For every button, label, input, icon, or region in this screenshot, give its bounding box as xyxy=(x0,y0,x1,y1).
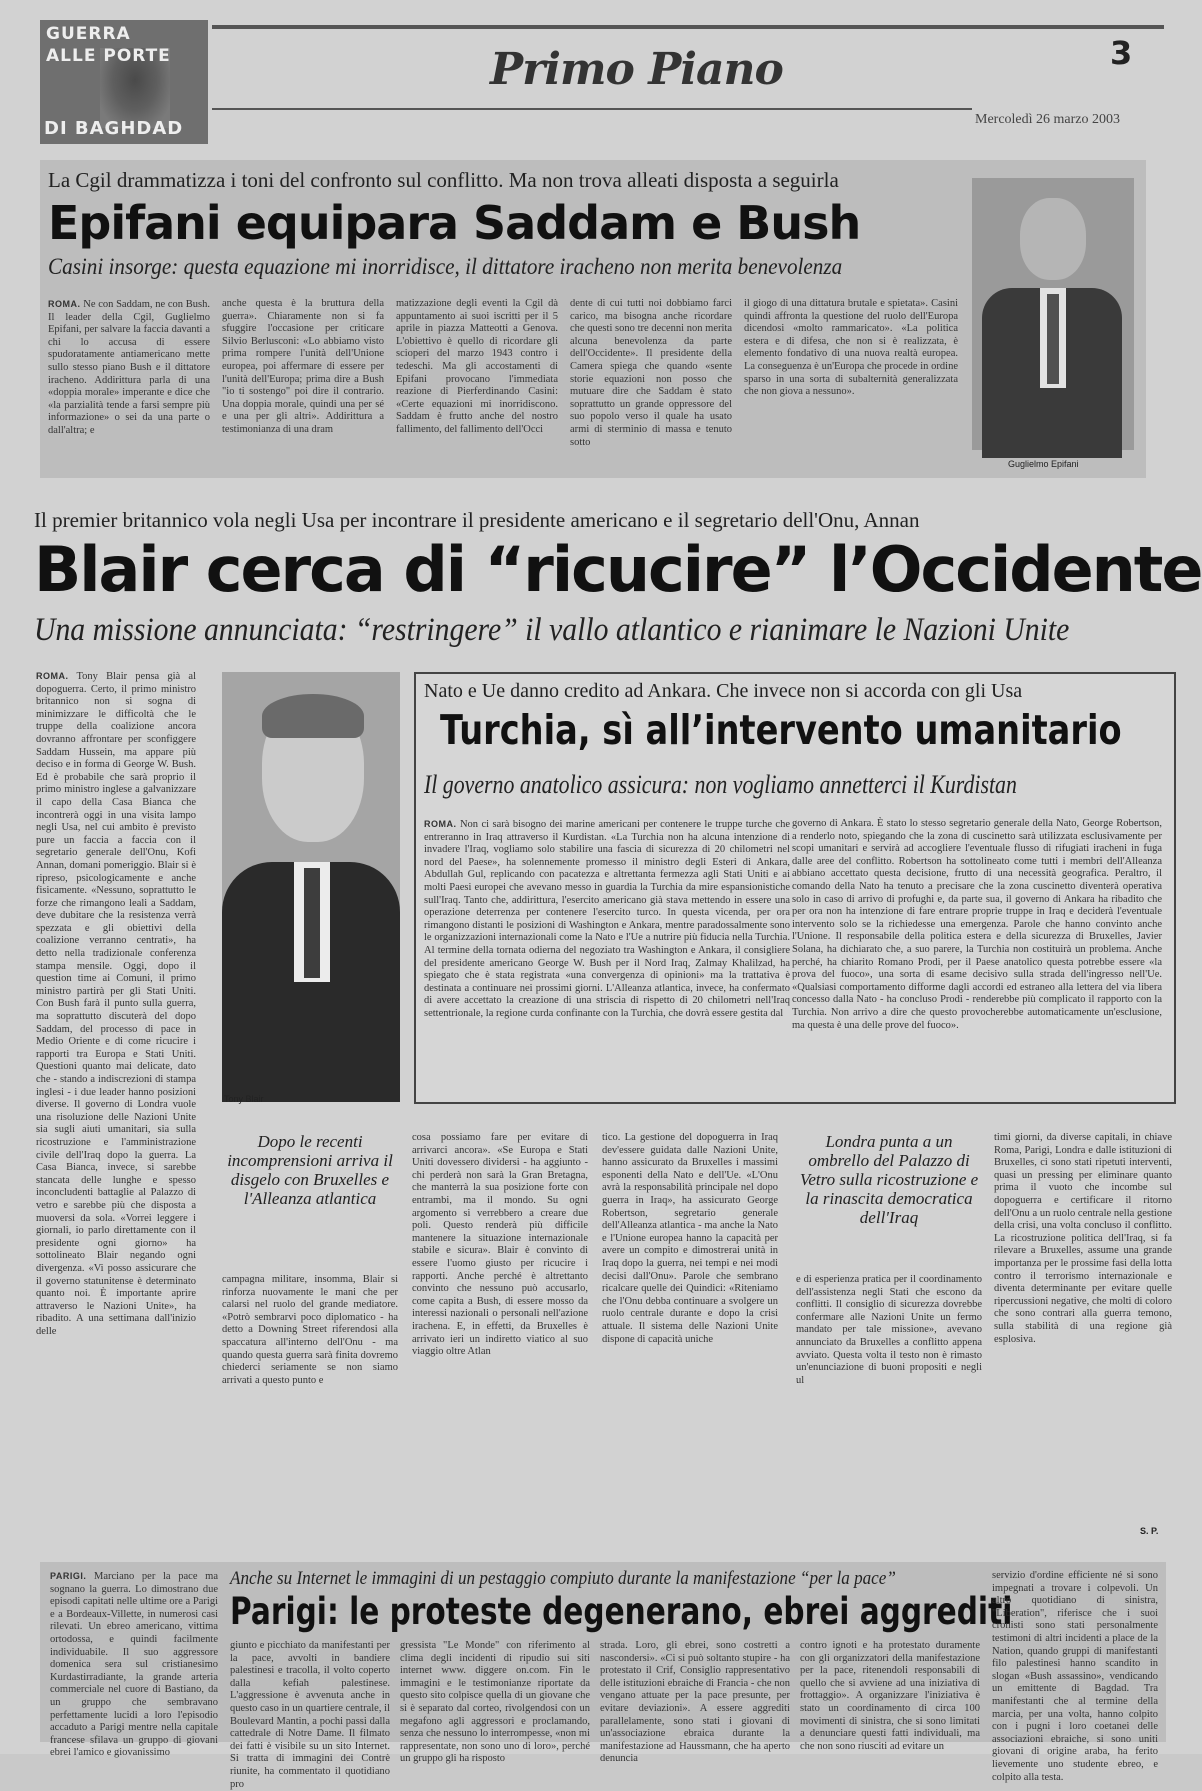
blair-photo-tie xyxy=(304,868,320,978)
parigi-column-1: PARIGI. Marciano per la pace ma sognano la guerra. Lo dimostrano due episodi capitati nelle ultime ore a Parigi e a Bordeaux-Villette, in numerosi casi rilevati. Un ebreo americano, vittima ortodossa, e quindi facilmente individuabile. Il suo aggressore domenica sera sul cristianesimo Kurdastirradiante, la grande arteria commerciale nel cuore di Bastiano, da un gruppo che sembravano perfettamente lucidi a loro l'episodio accaduto a Parigi mentre nella capitale francese sfilava un gruppo di giovani ebrei l'amico e giovanissimo xyxy=(50,1571,219,1759)
epifani-photo xyxy=(972,178,1134,450)
blair-column-2: campagna militare, insomma, Blair si rinforza nuovamente le mani che per calarsi nel ruolo del grande mediatore. «Potrò sembrarvi poco diplomatico - ha detto a Downing Street riferendosi alla spaccatura all'interno dell'Onu - ma quando questa guerra sarà finita dovremo chiederci seriamente se non siamo arrivati a questo punto e xyxy=(222,1274,398,1386)
blair-column-6: timi giorni, da diverse capitali, in chiave Roma, Parigi, Londra e dalle istituzioni di Bruxelles, ci sono stati ripetuti interventi, quasi un pressing per eliminare quanto prima il vuoto che incombe sul dopoguerra e certificare il ritorno dell'Onu a un ruolo centrale nella gestione della crisi, una volta concluso il conflitto. La ricostruzione politica dell'Iraq, si fa rilevare a Bruxelles, assume una grande importanza per le prossime fasi della lotta contro il terrorismo internazionale e diventa determinante per evitare quelle ripercussioni negative, che molti di coloro che sono contrari alla guerra temono, sulla stabilità di una regione già esplosiva. xyxy=(994,1132,1172,1345)
blair-column-5: e di esperienza pratica per il coordinamento dell'assistenza negli Stati che escono da conflitti. Il consiglio di sicurezza dovrebbe confermare alle Nazioni Unite un fermo mandato per tale missione», avevano annunciato da Bruxelles a conflitto appena avviato. Questa volta il testo non è rimasto un'enunciazione di buoni propositi e negli ul xyxy=(796,1274,982,1386)
section-title: Primo Piano xyxy=(490,44,783,95)
blair-dateline: ROMA. xyxy=(36,671,69,681)
epifani-column-3: matizzazione degli eventi la Cgil dà appuntamento ai suoi iscritti per il 5 aprile in piazza Matteotti a Genova. L'obiettivo è quello di ricordare gli scioperi del marzo 1943 contro i tedeschi. Ma gli accostamenti di Epifani provocano l'immediata reazione di Pierferdinando Casini: «Certe equazioni mi inorridiscono. Saddam è frutto anche del nostro fallimento, del fallimento dell'Occi xyxy=(396,298,558,435)
epifani-headline: Epifani equipara Saddam e Bush xyxy=(48,196,861,250)
blair-kicker: Il premier britannico vola negli Usa per incontrare il presidente americano e il segretario dell'Onu, Annan xyxy=(34,508,920,532)
turchia-dateline: ROMA. xyxy=(424,819,457,829)
parigi-dateline: PARIGI. xyxy=(50,1571,87,1581)
blair-photo-hair xyxy=(262,694,364,738)
war-badge xyxy=(40,20,208,144)
blair-photo-caption: Tony Blair xyxy=(224,1094,264,1104)
epifani-photo-caption: Guglielmo Epifani xyxy=(1008,459,1079,469)
blair-signature: S. P. xyxy=(1140,1526,1159,1536)
parigi-kicker: Anche su Internet le immagini di un pestaggio compiuto durante la manifestazione “per la pace” xyxy=(230,1568,896,1589)
epifani-kicker: La Cgil drammatizza i toni del confronto sul conflitto. Ma non trova alleati disposta a seguirla xyxy=(48,168,839,192)
epifani-photo-tie xyxy=(1047,294,1059,384)
turchia-deck: Il governo anatolico assicura: non vogliamo annetterci il Kurdistan xyxy=(424,770,1017,799)
blair-headline: Blair cerca di “ricucire” l’Occidente xyxy=(34,533,1202,606)
issue-date: Mercoledì 26 marzo 2003 xyxy=(975,112,1121,127)
blair-pullquote-1: Dopo le recenti incomprensioni arriva il disgelo con Bruxelles e l'Alleanza atlantica xyxy=(227,1132,393,1208)
badge-line-1: GUERRA xyxy=(46,24,131,44)
turchia-column-1: ROMA. Non ci sarà bisogno dei marine americani per contenere le truppe turche che entreranno in Iraq attraverso il Kurdistan. «La Turchia non ha alcuna intenzione di invadere l'Iraq, vogliamo solo stabilire una fascia di sicurezza di 20 chilometri nel nord del Paese», ha solennemente promesso il ministro degli Esteri di Ankara, Abdullah Gul, replicando con pacatezza e altrettanta fermezza agli Stati Uniti e ai molti Paesi europei che avevano messo in guardia la Turchia da mire espansionistiche sull'Iraq. Tanto che, addirittura, l'esercito americano già stava mettendo in essere una operazione deterrenza per contenere l'esercito turco. In questa vicenda, per ora rimangono distanti le posizioni di Washington e Ankara, mentre paradossalmente sono le organizzazioni internazionali come la Nato e l'Ue a nutrire più fiducia nella Turchia. Al termine della tornata odierna del negoziato tra Washington e Ankara, il consigliere del presidente americano George W. Bush per il Nord Iraq, Zalmay Khalilzad, ha spiegato che è stata registrata «una convergenza di opinioni» ma la trattativa è destinata a continuare nei prossimi giorni. L'Alleanza atlantica, invece, ha confermato di avere accettato la creazione di una striscia di rispetto di 20 chilometri nell'Iraq settentrionale, la regione curda confinante con la Turchia, che dovrà essere gestita dal xyxy=(424,819,790,1019)
parigi-column-5: contro ignoti e ha protestato duramente con gli organizzatori della manifestazione per la pace, ritenendoli responsabili di quello che si avviene ad una iniziativa di frottaggio». A organizzare l'iniziativa è stato un coordinamento di circa 100 movimenti di sinistra, che si sono limitati a denunciare questi fatti individuali, ma che non sono riusciti ad evitare un xyxy=(800,1640,980,1752)
badge-line-2: ALLE PORTE xyxy=(46,46,171,66)
header-rule-bottom xyxy=(212,108,972,110)
blair-photo xyxy=(222,672,400,1090)
parigi-column-3: gressista "Le Monde" con riferimento al clima degli incidenti di ripudio sui siti internet www. diggere on.com. Fin le immagini e le testimonianze riportate da questo sito colpisce quella di un giovane che si è separato dal corteo, rivolgendosi con un megafono agli aggressori e proclamando, senza che nessuno lo interrompesse, «non mi rappresentate, non sono uno di loro», perché un gruppo gli ha risposto xyxy=(400,1640,590,1765)
epifani-column-2: anche questa è la bruttura della guerra». Chiaramente non si fa sfuggire l'occasione per criticare Silvio Berlusconi: «Lo abbiamo visto prima rompere l'unità dell'Unione europea, poi affermare di essere per l'unità dell'Europa; prima dire a Bush "io ti sostengo" poi dire il contrario. Una doppia morale, quindi una per sé e una per gli altri». Addirittura a testimonianza di una dram xyxy=(222,298,384,435)
turchia-headline: Turchia, sì all’intervento umanitario xyxy=(440,706,1122,754)
epifani-column-5: il giogo di una dittatura brutale e spietata». Casini quindi affronta la questione del ruolo dell'Europa dicendosi «molto rammaricato». «La politica estera e di difesa, che non si è realizzata, è elemento fondativo di una nuova realtà europea. La conseguenza è un'Europa che procede in ordine sparso in una sorta di subalternità generalizzata che non giova a nessuno». xyxy=(744,298,958,398)
parigi-column-6: servizio d'ordine efficiente né si sono impegnati a trovare i colpevoli. Un altro quotidiano di sinistra, "Liberation", riferisce che i suoi cronisti sono stati personalmente testimoni di altri incidenti a place de la Nation, quando gruppi di manifestanti filo palestinesi hanno scandito in slogan «Bush assassino», vendicando un emittente di Bagdad. Tra manifestanti che al termine della marcia, per una volta, hanno colpito con i pugni i loro coetanei delle associazioni ebraiche, si sono uniti giovani di origine araba, ha ferito lievemente uno studente ebreo, e colpito alla testa. xyxy=(992,1570,1158,1783)
badge-line-3: DI BAGHDAD xyxy=(44,118,184,139)
epifani-dateline: ROMA. xyxy=(48,299,81,309)
epifani-deck: Casini insorge: questa equazione mi inorridisce, il dittatore iracheno non merita benevolenza xyxy=(48,254,843,279)
blair-deck: Una missione annunciata: “restringere” il vallo atlantico e rianimare le Nazioni Unite xyxy=(34,612,1070,648)
epifani-photo-face xyxy=(1020,198,1086,280)
parigi-headline: Parigi: le proteste degenerano, ebrei aggrediti xyxy=(230,1590,1013,1633)
parigi-column-4: strada. Loro, gli ebrei, sono costretti a nascondersi». «Ci si può soltanto stupire - ha protestato il Crif, Consiglio rappresentativo delle istituzioni ebraiche di Francia - che non vengano attuate per la pace presunte, per evitare deviazioni». A essere aggrediti parallelamente, sono stati i giovani di un'associazione ebraica durante la manifestazione ad Haussmann, che ha aperto denuncia xyxy=(600,1640,790,1765)
blair-column-1: ROMA. Tony Blair pensa già al dopoguerra. Certo, il primo ministro britannico non si sogna di minimizzare le difficoltà che le truppe della coalizione ancora dovranno affrontare per sconfiggere Saddam Hussein, ma appare più deciso e in forma di George W. Bush. Ed è probabile che sarà proprio il primo ministro inglese a galvanizzare il capo della Casa Bianca che incontrerà oggi in una visita lampo negli Usa, nel cui ambito è previsto pure un faccia a faccia con il segretario generale dell'Onu, Kofi Annan, domani pomeriggio. Blair si è ripreso, psicologicamente e anche fisicamente. «Nessuno, soprattutto le forze che rimangono leali a Saddam, deve dubitare che la resistenza verrà spezzata e gli obiettivi della coalizione verranno centrati», ha detto nella tradizionale conferenza stampa mensile. Oggi, dopo il question time ai Comuni, il primo ministro partirà per gli Stati Uniti. Con Bush farà il punto sulla guerra, ma soprattutto discuterà del dopo Saddam, del processo di pace in Medio Oriente e di come ricucire i rapporti tra Europa e Stati Uniti. Questioni quanto mai delicate, dato che - stando a indiscrezioni di stampa inglesi - i due leader hanno posizioni diverse. Il governo di Londra vuole una risoluzione delle Nazioni Unite sia sugli aiuti umanitari, sia sulla ricostruzione e l'amministrazione civile dell'Iraq dopo la guerra. La Casa Bianca, invece, si sarebbe stancata delle lunghe e spesso inconcludenti battaglie al Palazzo di vetro e sarebbe più che disposta a muoversi da sola. «Vorrei leggere i giornali, io parlo direttamente con il presidente ogni giorno» ha sottolineato Blair negando ogni divergenza. «Vi posso assicurare che il governo statunitense è determinato quanto noi. È importante aprire attraverso le Nazioni Unite», ha ribadito. A una settimana dall'inizio delle xyxy=(36,671,196,1337)
page-number: 3 xyxy=(1110,34,1133,72)
header-rule-top xyxy=(212,25,1164,29)
turchia-column-2: governo di Ankara. È stato lo stesso segretario generale della Nato, George Robertson, a renderlo noto, spiegando che la zona di cuscinetto sarà utilizzata esclusivamente per scopi umanitari e servirà ad accogliere l'eventuale flusso di rifugiati iracheni in fuga dalle aree del conflitto. Robertson ha sottolineato come tutti i membri dell'Alleanza abbiano accettato questa decisione, frutto di una necessità geografica. Peraltro, il comando della Nato ha tenuto a precisare che la zona cuscinetto diventerà operativa solo in caso di arrivo di profughi e, da parte sua, il governo di Ankara ha ribadito che per ora non ha intenzione di fare entrare proprie truppe in Iraq e deciderà l'eventuale intervento solo se la richiedesse una emergenza. Parole che hanno convinto anche l'Unione. Il responsabile della politica estera e della sicurezza di Bruxelles, Javier Solana, ha dichiarato che, a suo parere, la Turchia non costituirà un problema. Anche perché, ha chiarito Romano Prodi, per il Paese anatolico questa potrebbe essere «la prova del fuoco», una sorta di esame decisivo sulla strada dell'ingresso nell'Ue. «Qualsiasi comportamento difforme dagli accordi ed estraneo alla lettera del via libera concesso dalla Nato - ha concluso Prodi - renderebbe più complicato il rapporto con la Turchia. Non arrivo a dire che questo provocherebbe automaticamente un'esclusione, ma questa è una delle prove del fuoco». xyxy=(792,818,1162,1031)
parigi-column-2: giunto e picchiato da manifestanti per la pace, avvolti in bandiere palestinesi e tracolla, il volto coperto dalla kefiah palestinese. L'aggressione è avvenuta anche in questo caso in un quartiere centrale, il Boulevard Mantin, a pochi passi dalla cattedrale di Notre Dame. Il filmato dei fatti è visibile su un sito Internet. Si tratta di immagini dei Contrè riunite, ha commentato il quotidiano pro xyxy=(230,1640,390,1790)
epifani-column-1: ROMA. Ne con Saddam, ne con Bush. Il leader della Cgil, Guglielmo Epifani, per salvare la faccia davanti a chi lo accusa di essere spudoratamente antiamericano mette sullo stesso piano Bush e il dittatore iracheno. Addirittura parla di una «doppia morale» imperante e dice che «la parzialità tende a farsi sempre più informazione» o sei da una parte o dall'altra; e xyxy=(48,299,210,436)
epifani-column-4: dente di cui tutti noi dobbiamo farci carico, ma bisogna anche ricordare che questi sono tre decenni non merita alcuna benevolenza da parte dell'Occidente». Il presidente della Camera spiega che quando «sente storie equazioni non posso che mutuare dire che Saddam è stato soprattutto un grande oppressore del suo popolo verso il quale ha usato armi di sterminio di massa e tenuto sotto xyxy=(570,298,732,448)
blair-pullquote-2: Londra punta a un ombrello del Palazzo di Vetro sulla ricostruzione e la rinascita democratica dell'Iraq xyxy=(799,1132,979,1227)
blair-column-3: cosa possiamo fare per evitare di arrivarci ancora». «Se Europa e Stati Uniti dovessero dividersi - ha aggiunto - chi perderà non sarà la Gran Bretagna, che manterrà la sua posizione forte con entrambi, ma il mondo. Su ogni argomento si verrebbero a creare due poli. Questo renderà più difficile mantenere la situazione internazionale stabile e sicura». Blair è convinto di essere l'uomo giusto per ricucire i rapporti. Anche perché è altrettanto convinto che nessuno può accusarlo, come capita a Bush, di essere mosso da interessi nazionali o personali nell'azione irachena. E, in effetti, da Bruxelles è arrivato ieri un indiretto viatico al suo viaggio oltre Atlan xyxy=(412,1132,588,1358)
blair-column-4: tico. La gestione del dopoguerra in Iraq dev'essere guidata dalle Nazioni Unite, hanno assicurato da Bruxelles i massimi esponenti della Nato e dell'Ue. «L'Onu avrà la responsabilità principale nel dopo guerra in Iraq», ha assicurato George Robertson, segretario generale dell'Alleanza atlantica - ma anche la Nato e l'Unione europea hanno la capacità per avere un compito e dimostrerai unità in Iraq dopo la guerra, nei tempi e nei modi decisi dall'Onu». Parole che sembrano ricalcare quelle dei Quindici: «Riteniamo che l'Onu debba continuare a svolgere un ruolo centrale durante e dopo la crisi attuale. Il sistema delle Nazioni Unite dispone di capacità uniche xyxy=(602,1132,778,1345)
turchia-kicker: Nato e Ue danno credito ad Ankara. Che invece non si accorda con gli Usa xyxy=(424,680,1023,702)
